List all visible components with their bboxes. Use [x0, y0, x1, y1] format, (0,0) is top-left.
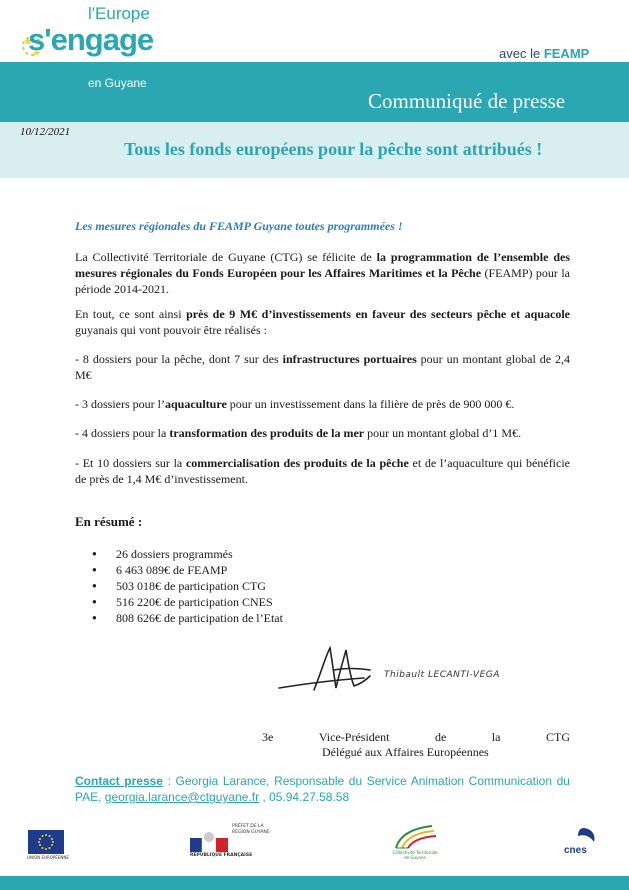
paragraph-commercialisation	[75, 455, 570, 487]
text-span: - Et 10 dossiers sur la	[75, 456, 186, 470]
prefecture-text	[232, 824, 270, 836]
text-span: et de l’aquaculture qui bénéficie de près de 1,4 M€ d’investissement.	[75, 456, 571, 486]
ctg-logo	[388, 822, 440, 860]
contact-text: : Georgia Larance, Responsable du Service Animation Communication du PAE,	[75, 774, 570, 804]
logo-europe-line: l'Europe	[88, 4, 150, 23]
role-word: 3e	[262, 730, 274, 744]
text-span: - 4 dossiers pour la	[75, 426, 170, 440]
press-date: 10/12/2021	[20, 126, 71, 138]
doc-type-title: Communiqué de presse	[368, 89, 566, 113]
prefecture-logo	[190, 824, 270, 860]
feamp-prefix: avec le	[499, 46, 544, 61]
headline: Tous les fonds européens pour la pêche sont attribués !	[124, 139, 543, 159]
logo-sengage: s'engage	[28, 22, 154, 57]
paragraph-total	[75, 306, 570, 338]
paragraph-peche	[75, 351, 570, 383]
footer-band	[0, 876, 629, 890]
text-span: (FEAMP) pour la période 2014-2021.	[75, 266, 570, 296]
rf-line2: RÉGION GUYANE	[232, 830, 270, 835]
text-span: La Collectivité Territoriale de Guyane (CTG) se félicite de	[75, 250, 377, 264]
text-span: pour un investissement dans la filière de près de 900 000 €.	[226, 397, 515, 411]
feamp-name: FEAMP	[543, 46, 590, 61]
bold-span: infrastructures portuaires	[282, 352, 417, 366]
eu-caption: UNION EUROPÉENNE	[27, 855, 69, 860]
text-span: - 8 dossiers pour la pêche, dont 7 sur des	[75, 352, 283, 366]
subtitle: Les mesures régionales du FEAMP Guyane toutes programmées !	[75, 219, 403, 233]
signatory-role-line2: Délégué aux Affaires Européennes	[322, 745, 489, 759]
role-word: la	[491, 730, 501, 744]
list-item: ● 26 dossiers programmés	[92, 546, 283, 562]
text-span: pour un montant global de 2,4 M€	[75, 352, 570, 382]
summary-title: En résumé :	[75, 514, 143, 529]
bold-span: transformation des produits de la mer	[169, 426, 365, 440]
contact-email-link[interactable]: georgia.larance@ctguyane.fr	[104, 790, 260, 804]
rf-line1: PRÉFET DE LA	[232, 824, 264, 829]
text-span: guyanais qui vont pouvoir être réalisés :	[75, 323, 267, 337]
press-contact	[75, 773, 570, 805]
role-word: Vice-Président	[318, 730, 390, 744]
text-span: En tout, ce sont ainsi	[75, 307, 187, 321]
marianne-icon	[190, 830, 230, 852]
ctg-caption: Collectivité Territoriale de Guyane	[392, 850, 438, 860]
list-item: ● 808 626€ de participation de l’Etat	[92, 610, 283, 626]
role-word: CTG	[545, 730, 570, 744]
signature-name: Thibault LECANTI-VEGA	[384, 670, 500, 680]
paragraph-aquaculture	[75, 396, 570, 412]
signatory-role	[262, 729, 570, 745]
summary-list	[92, 546, 283, 626]
list-item: ● 503 018€ de participation CTG	[92, 578, 283, 594]
feamp-logo	[499, 46, 589, 61]
paragraph-intro	[75, 249, 570, 297]
text-span: - 3 dossiers pour l’	[75, 397, 165, 411]
list-item: ● 516 220€ de participation CNES	[92, 594, 283, 610]
paragraph-transformation	[75, 425, 570, 441]
cnes-label: cnes	[564, 845, 587, 856]
contact-label: Contact presse	[75, 774, 163, 788]
cnes-logo-icon	[562, 826, 602, 862]
logo-guyane-line: en Guyane	[88, 76, 147, 90]
text-span: pour un montant global d’1 M€.	[364, 426, 522, 440]
contact-phone: , 05.94.27.58.58	[259, 790, 350, 804]
bold-span: aquaculture	[165, 397, 227, 411]
rf-line3: RÉPUBLIQUE FRANÇAISE	[190, 853, 253, 858]
eu-flag-icon	[28, 830, 64, 854]
ctg-emblem-icon	[388, 822, 440, 852]
bold-span: la programmation de l’ensemble des mesures régionales du Fonds Européen pour les Affaires Maritimes et la Pêche	[75, 250, 571, 280]
bold-span: près de 9 M€ d’investissements en faveur des secteurs pêche et aquacole	[186, 307, 570, 321]
role-word: de	[434, 730, 447, 744]
list-item: ● 6 463 089€ de FEAMP	[92, 562, 283, 578]
bold-span: commercialisation des produits de la pêche	[185, 456, 409, 470]
